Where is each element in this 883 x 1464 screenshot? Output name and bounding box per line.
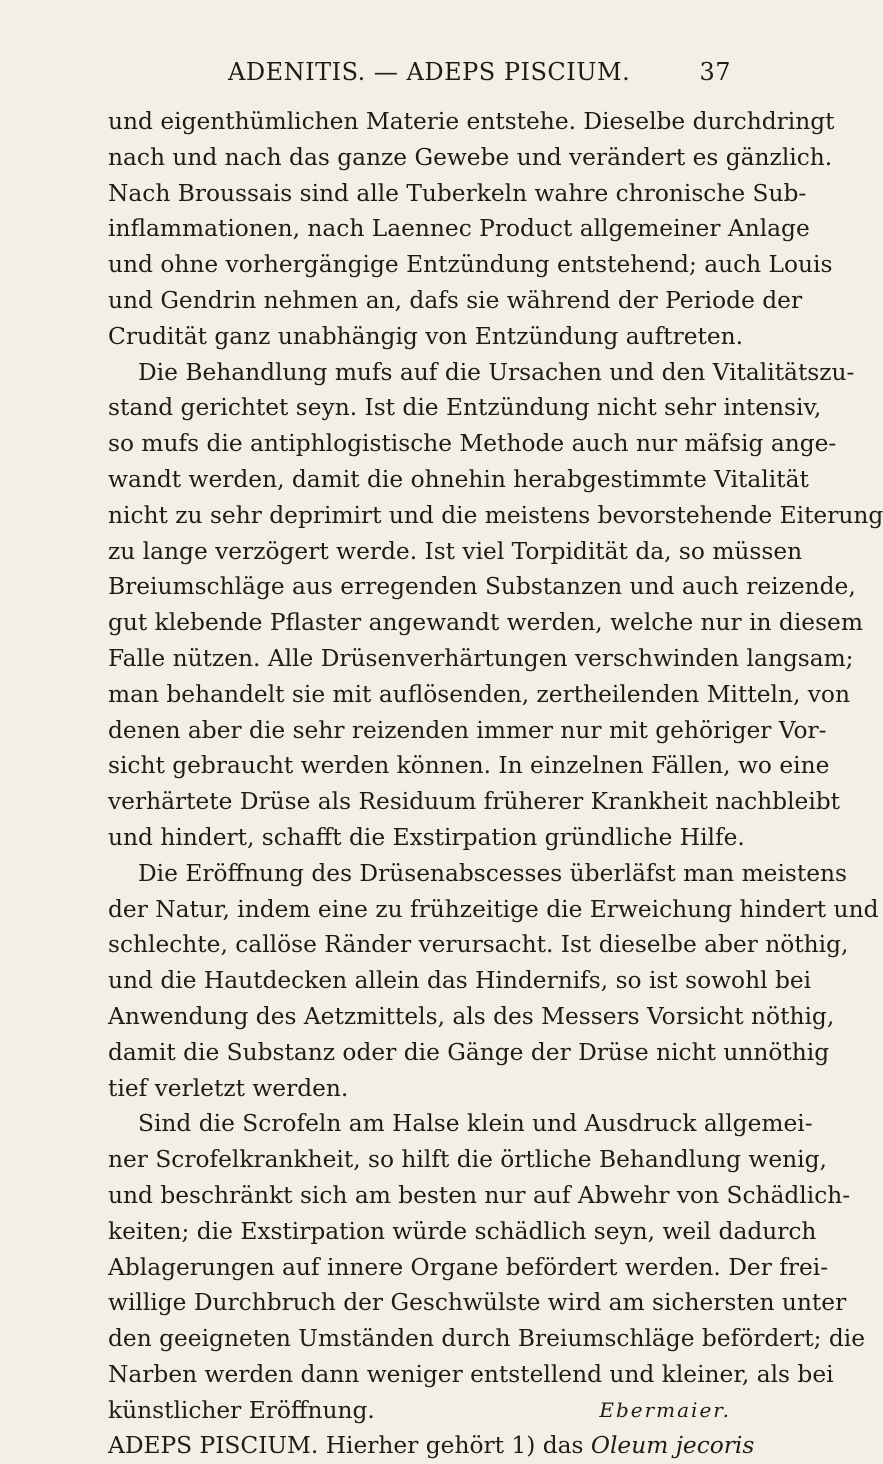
text-line-content: nicht zu sehr deprimirt und die meistens bevorstehende Eiterung (108, 501, 883, 529)
text-line-content: Narben werden dann weniger entstellend und kleiner, als bei (108, 1360, 834, 1388)
text-line-content: Die Behandlung mufs auf die Ursachen und den Vitalitätszu- (138, 358, 855, 386)
text-line (108, 892, 879, 928)
text-line (108, 677, 850, 713)
text-line-content: schlechte, callöse Ränder verursacht. Ist dieselbe aber nöthig, (108, 931, 849, 959)
text-line-content: und die Hautdecken allein das Hindernifs, so ist sowohl bei (108, 967, 812, 995)
text-line-content: so mufs die antiphlogistische Methode auch nur mäfsig ange- (108, 430, 837, 458)
text-line-content: Ablagerungen auf innere Organe befördert werden. Der frei- (108, 1253, 829, 1281)
text-line-content: stand gerichtet seyn. Ist die Entzündung nicht sehr intensiv, (108, 394, 822, 422)
section-start-line (108, 1428, 755, 1464)
text-line (108, 498, 883, 534)
text-line-content: Sind die Scrofeln am Halse klein und Ausdruck allgemei- (138, 1110, 813, 1138)
text-line-content: tief verletzt werden. (108, 1074, 349, 1102)
text-line-content: den geeigneten Umständen durch Breiumschläge befördert; die (108, 1325, 866, 1353)
text-line (108, 713, 827, 749)
text-line-last (108, 1393, 731, 1429)
text-line (108, 856, 847, 892)
section-heading: ADEPS PISCIUM. (108, 1432, 319, 1460)
text-line (108, 748, 830, 784)
text-line (108, 1321, 866, 1357)
text-line (108, 1142, 827, 1178)
running-header (108, 58, 731, 92)
text-line (108, 1250, 829, 1286)
author-attribution: Ebermaier. (599, 1397, 731, 1422)
text-line-content: keiten; die Exstirpation würde schädlich seyn, weil dadurch (108, 1217, 817, 1245)
text-line (108, 140, 833, 176)
text-line (108, 1071, 731, 1107)
text-line-content: sicht gebraucht werden können. In einzelnen Fällen, wo eine (108, 752, 830, 780)
text-line-content: und hindert, schafft die Exstirpation gründliche Hilfe. (108, 823, 745, 851)
text-line-content: und ohne vorhergängige Entzündung entstehend; auch Louis (108, 251, 833, 279)
text-line (108, 390, 822, 426)
page-number: 37 (699, 58, 731, 86)
text-line (108, 963, 812, 999)
italic-term: Oleum jecoris (590, 1432, 755, 1460)
text-line (108, 319, 744, 355)
text-line (108, 927, 849, 963)
text-line (108, 104, 835, 140)
text-line (108, 176, 807, 212)
text-line-content: Crudität ganz unabhängig von Entzündung auftreten. (108, 322, 744, 350)
text-line-content: verhärtete Drüse als Residuum früherer Krankheit nachbleibt (108, 788, 841, 816)
text-line (108, 426, 837, 462)
text-line-content: künstlicher Eröffnung. (108, 1396, 375, 1424)
text-line (108, 784, 841, 820)
text-line-content: ner Scrofelkrankheit, so hilft die örtliche Behandlung wenig, (108, 1146, 827, 1174)
text-line (108, 211, 810, 247)
text-line-content: und eigenthümlichen Materie entstehe. Dieselbe durchdringt (108, 108, 835, 135)
text-line-content: man behandelt sie mit auflösenden, zertheilenden Mitteln, von (108, 680, 850, 708)
text-line-content: Falle nützen. Alle Drüsenverhärtungen verschwinden langsam; (108, 644, 854, 672)
text-line (108, 1035, 830, 1071)
text-line-content: Breiumschläge aus erregenden Substanzen und auch reizende, (108, 573, 856, 601)
text-line (108, 283, 803, 319)
text-line-content: gut klebende Pflaster angewandt werden, welche nur in diesem (108, 609, 863, 637)
text-line (108, 569, 856, 605)
text-line-content: damit die Substanz oder die Gänge der Drüse nicht unnöthig (108, 1038, 830, 1066)
text-line (108, 1214, 817, 1250)
text-line-content: nach und nach das ganze Gewebe und verändert es gänzlich. (108, 143, 833, 171)
text-line (108, 1106, 813, 1142)
text-line (108, 1357, 834, 1393)
text-line (108, 534, 803, 570)
text-line-content: Nach Broussais sind alle Tuberkeln wahre chronische Sub- (108, 179, 807, 207)
text-line-content: Die Eröffnung des Drüsenabscesses überläfst man meistens (138, 859, 847, 887)
text-line-content: der Natur, indem eine zu frühzeitige die Erweichung hindert und (108, 895, 879, 923)
text-line (108, 247, 833, 283)
text-line (108, 999, 835, 1035)
text-line (108, 1178, 851, 1214)
text-line (108, 820, 745, 856)
text-line-content: willige Durchbruch der Geschwülste wird am sichersten unter (108, 1289, 847, 1317)
running-title: ADENITIS. — ADEPS PISCIUM. (228, 58, 631, 86)
text-line (108, 462, 809, 498)
text-line (108, 605, 863, 641)
text-line-content: zu lange verzögert werde. Ist viel Torpidität da, so müssen (108, 537, 803, 565)
text-line-content: Anwendung des Aetzmittels, als des Messers Vorsicht nöthig, (108, 1002, 835, 1030)
text-line-content: und beschränkt sich am besten nur auf Abwehr von Schädlich- (108, 1181, 851, 1209)
text-line-content: denen aber die sehr reizenden immer nur mit gehöriger Vor- (108, 716, 827, 744)
section-intro-text: Hierher gehört 1) das (325, 1432, 584, 1460)
text-line-content: und Gendrin nehmen an, dafs sie während der Periode der (108, 286, 803, 314)
text-line (108, 641, 854, 677)
text-line-content: inflammationen, nach Laennec Product allgemeiner Anlage (108, 215, 810, 243)
body-text (108, 104, 883, 1393)
text-line (108, 1285, 847, 1321)
text-line-content: wandt werden, damit die ohnehin herabgestimmte Vitalität (108, 465, 809, 493)
text-line (108, 355, 855, 391)
